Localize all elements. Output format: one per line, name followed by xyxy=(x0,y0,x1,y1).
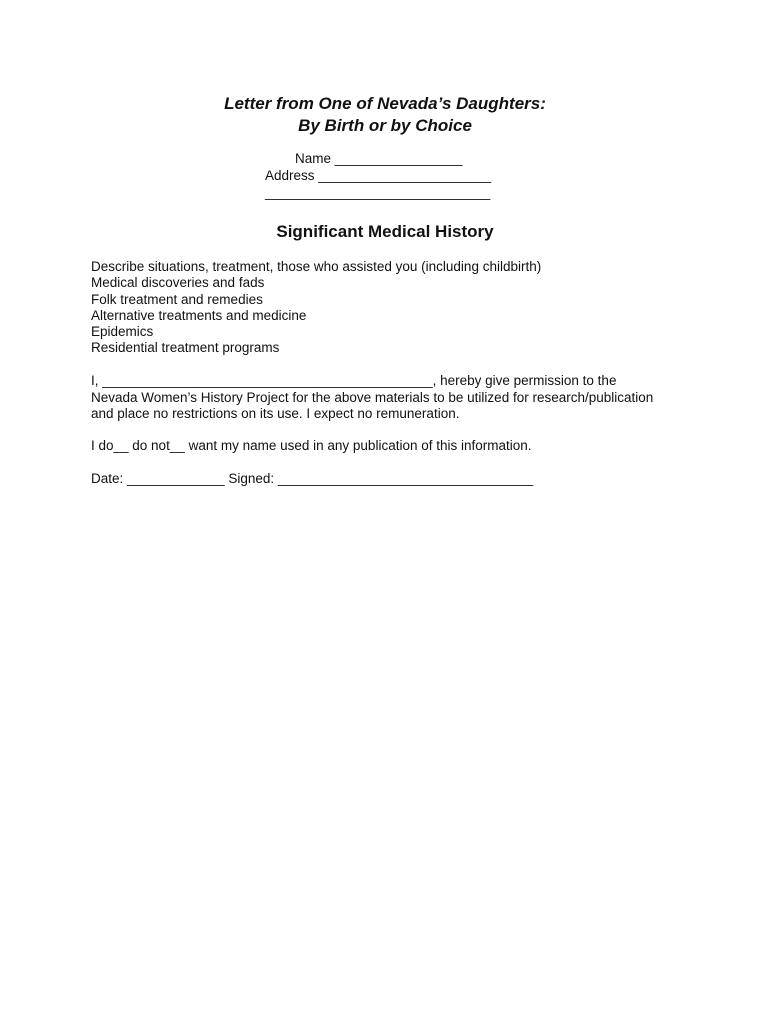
address-field-line-2: ______________________________ xyxy=(265,185,491,200)
title-line-1: Letter from One of Nevada’s Daughters: xyxy=(224,94,546,113)
topic-item: Epidemics xyxy=(91,324,154,340)
section-heading: Significant Medical History xyxy=(276,222,494,241)
document-title xyxy=(0,93,770,137)
topic-item: Alternative treatments and medicine xyxy=(91,307,307,323)
name-preference-statement: I do__ do not__ want my name used in any publication of this information. xyxy=(91,438,532,453)
permission-statement xyxy=(91,373,691,423)
name-field-line: Name _________________ xyxy=(295,151,463,166)
address-field-line: Address _______________________ xyxy=(265,168,491,183)
date-signature-line: Date: _____________ Signed: __________________________________ xyxy=(91,471,534,486)
permission-line-1: I, ____________________________________________, hereby give permission to the xyxy=(91,373,617,388)
topic-item: Medical discoveries and fads xyxy=(91,275,265,291)
permission-line-2: Nevada Women’s History Project for the above materials to be utilized for research/publication xyxy=(91,389,654,405)
topic-item: Residential treatment programs xyxy=(91,340,280,356)
topic-list xyxy=(91,259,731,357)
permission-line-3: and place no restrictions on its use. I expect no remuneration. xyxy=(91,406,460,421)
contact-fields xyxy=(0,150,770,201)
topic-item: Folk treatment and remedies xyxy=(91,291,263,307)
topic-item: Describe situations, treatment, those who assisted you (including childbirth) xyxy=(91,259,542,274)
title-line-2: By Birth or by Choice xyxy=(298,116,472,135)
